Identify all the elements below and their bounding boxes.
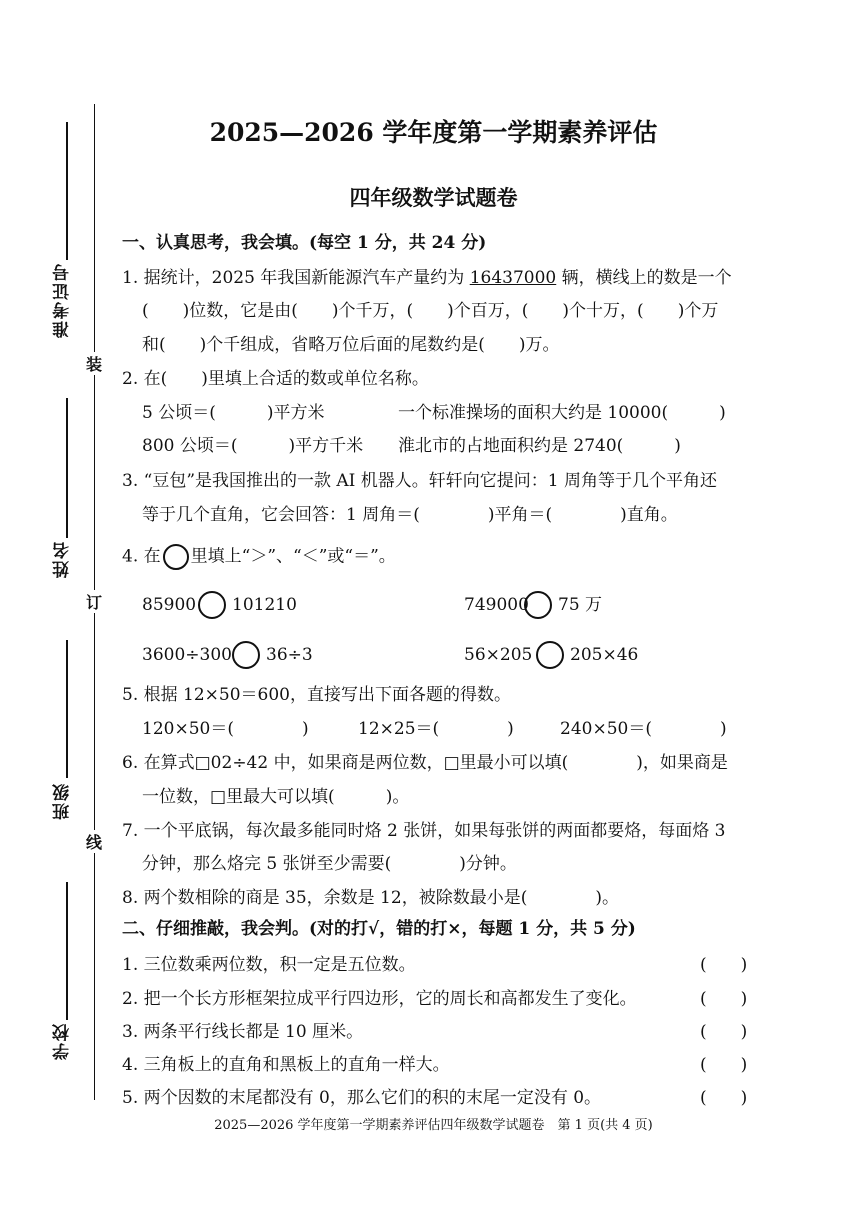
q4-line1-a: 4. 在 [122, 546, 161, 567]
judge-answer-4[interactable]: ( ) [700, 1055, 748, 1075]
binding-char-ding: 订 [86, 590, 102, 613]
q4-d-right: 205×46 [570, 645, 639, 665]
q4-b-circle-icon[interactable] [524, 591, 552, 619]
class-underline [66, 640, 68, 778]
page-title: 2025—2026 学年度第一学期素养评估 [209, 118, 658, 147]
q4-d-circle-icon[interactable] [536, 641, 564, 669]
q4-b-right: 75 万 [558, 595, 603, 615]
exam-id-label: 准考证号 [53, 262, 73, 338]
section2-heading: 二、仔细推敲，我会判。(对的打√，错的打×，每题 1 分，共 5 分) [122, 919, 636, 939]
judge-item-5: 5. 两个因数的末尾都没有 0，那么它们的积的末尾一定没有 0。 [122, 1088, 602, 1108]
q1-line3: 和( )个千组成，省略万位后面的尾数约是( )万。 [142, 335, 560, 355]
q2-c: 800 公顷＝( )平方千米 [142, 436, 364, 456]
q2-line1: 2. 在( )里填上合适的数或单位名称。 [122, 369, 429, 389]
q4-c-circle-icon[interactable] [232, 641, 260, 669]
q2-b: 一个标准操场的面积大约是 10000( ) [398, 403, 726, 423]
q5-a: 120×50＝( ) [142, 719, 309, 739]
school-underline [66, 882, 68, 1020]
name-underline [66, 398, 68, 538]
q2-d: 淮北市的占地面积约是 2740( ) [398, 436, 681, 456]
binding-char-zhuang: 装 [86, 352, 102, 375]
q3-line2: 等于几个直角，它会回答：1 周角＝( )平角＝( )直角。 [142, 505, 678, 525]
q1-line1 [122, 267, 732, 289]
q4-c-right: 36÷3 [266, 645, 313, 665]
binding-char-xian: 线 [86, 830, 102, 853]
judge-item-3: 3. 两条平行线长都是 10 厘米。 [122, 1022, 364, 1042]
name-label: 姓名 [53, 540, 73, 578]
q6-line2: 一位数，□里最大可以填( )。 [142, 787, 410, 807]
q7-line1: 7. 一个平底锅，每次最多能同时烙 2 张饼，如果每张饼的两面都要烙，每面烙 3 [122, 821, 726, 841]
q4-a-left: 85900 [142, 595, 197, 615]
q4-d-left: 56×205 [464, 645, 533, 665]
judge-answer-1[interactable]: ( ) [700, 955, 748, 975]
page-subtitle: 四年级数学试题卷 [349, 185, 518, 210]
judge-answer-5[interactable]: ( ) [700, 1088, 748, 1108]
q5-c: 240×50＝( ) [560, 719, 727, 739]
q1-line1-b: 辆，横线上的数是一个 [556, 268, 732, 288]
q1-line2: ( )位数，它是由( )个千万，( )个百万，( )个十万，( )个万 [142, 301, 719, 321]
page-footer: 2025—2026 学年度第一学期素养评估四年级数学试题卷 第 1 页(共 4 页) [214, 1118, 653, 1133]
q4-line1 [122, 544, 396, 570]
judge-item-1: 1. 三位数乘两位数，积一定是五位数。 [122, 955, 416, 975]
q4-c-left: 3600÷300 [142, 645, 232, 665]
q1-line1-a: 1. 据统计，2025 年我国新能源汽车产量约为 [122, 268, 470, 288]
q4-a-circle-icon[interactable] [198, 591, 226, 619]
q1-number: 16437000 [469, 268, 557, 288]
compare-circle-icon [163, 544, 189, 570]
judge-item-4: 4. 三角板上的直角和黑板上的直角一样大。 [122, 1055, 450, 1075]
judge-item-2: 2. 把一个长方形框架拉成平行四边形，它的周长和高都发生了变化。 [122, 989, 637, 1009]
q7-line2: 分钟，那么烙完 5 张饼至少需要( )分钟。 [142, 854, 517, 874]
q4-a-right: 101210 [232, 595, 297, 615]
q6-line1: 6. 在算式□02÷42 中，如果商是两位数，□里最小可以填( )，如果商是 [122, 753, 728, 773]
section1-heading: 一、认真思考，我会填。(每空 1 分，共 24 分) [122, 233, 487, 253]
q2-a: 5 公顷＝( )平方米 [142, 403, 325, 423]
judge-answer-2[interactable]: ( ) [700, 989, 748, 1009]
q8-line1: 8. 两个数相除的商是 35，余数是 12，被除数最小是( )。 [122, 888, 619, 908]
q3-line1: 3. “豆包”是我国推出的一款 AI 机器人。轩轩向它提问：1 周角等于几个平角还 [122, 471, 718, 491]
q4-b-left: 749000 [464, 595, 529, 615]
q5-line1: 5. 根据 12×50＝600，直接写出下面各题的得数。 [122, 685, 511, 705]
q5-b: 12×25＝( ) [358, 719, 514, 739]
class-label: 班级 [53, 782, 73, 820]
school-label: 学校 [53, 1022, 73, 1060]
judge-answer-3[interactable]: ( ) [700, 1022, 748, 1042]
q4-line1-b: 里填上“＞”、“＜”或“＝”。 [190, 546, 396, 567]
